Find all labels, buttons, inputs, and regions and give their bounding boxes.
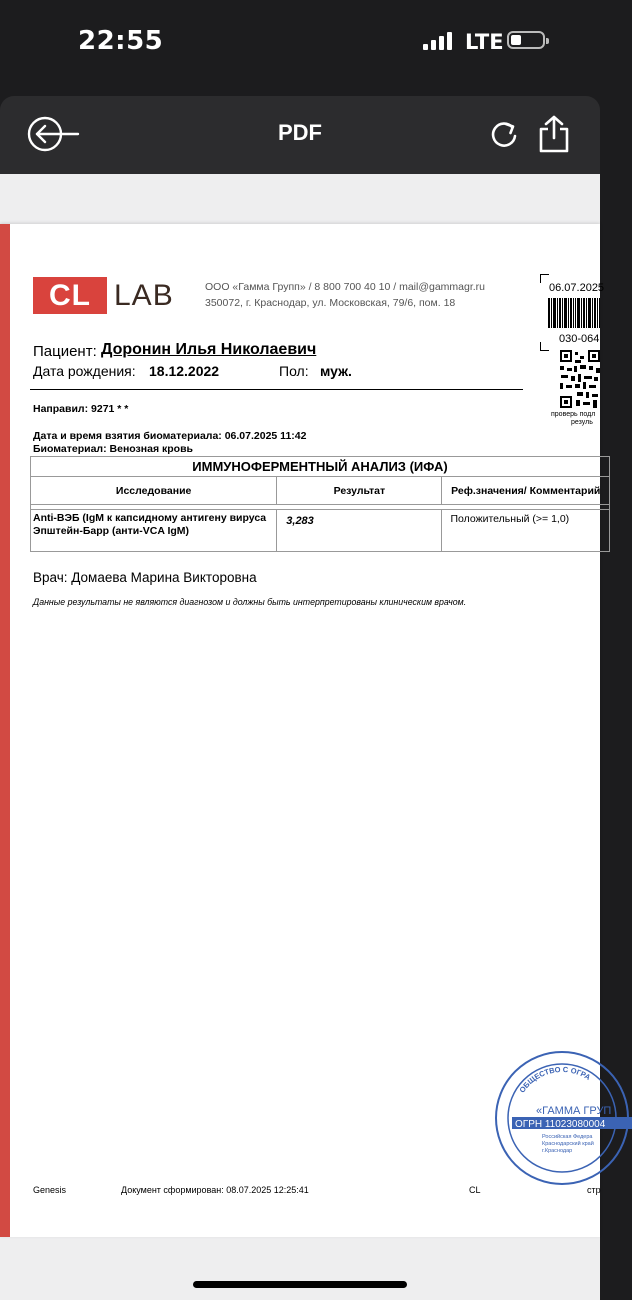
table-row bbox=[31, 510, 610, 552]
stamp-ogrn: ОГРН 11023080004 bbox=[515, 1119, 606, 1130]
battery-icon bbox=[507, 31, 545, 49]
logo-lab: LAB bbox=[114, 279, 174, 312]
footer-page: стр bbox=[587, 1185, 601, 1195]
network-type: LTE bbox=[465, 30, 504, 54]
stamp-top-text: ОБЩЕСТВО С ОГРА bbox=[517, 1064, 593, 1095]
svg-text:ОБЩЕСТВО С ОГРА bbox=[517, 1065, 592, 1095]
results-table bbox=[30, 456, 610, 552]
stamp-line-2: Краснодарский край bbox=[542, 1141, 594, 1147]
sample-datetime: Дата и время взятия биоматериала: 06.07.2025 11:42 bbox=[33, 430, 307, 442]
qr-code-image bbox=[558, 350, 600, 410]
sex-value: муж. bbox=[320, 363, 352, 379]
stamp-line-3: г.Краснодар bbox=[542, 1148, 573, 1154]
cellular-signal-icon bbox=[423, 32, 453, 50]
barcode-number: 030-064 bbox=[559, 333, 600, 345]
company-address: 350072, г. Краснодар, ул. Московская, 79/6, пом. 18 bbox=[205, 297, 456, 309]
patient-name: Доронин Илья Николаевич bbox=[101, 341, 317, 358]
footer-system: Genesis bbox=[33, 1185, 67, 1195]
logo-cl: CL bbox=[33, 277, 107, 314]
status-bar bbox=[0, 0, 600, 96]
qr-caption-2: резуль bbox=[571, 419, 593, 426]
footer-generated: Документ сформирован: 08.07.2025 12:25:41 bbox=[121, 1185, 309, 1195]
doctor-name: Врач: Домаева Марина Викторовна bbox=[33, 570, 257, 585]
stamp-line-1: Российская Федера bbox=[542, 1134, 593, 1140]
page-accent-bar bbox=[0, 224, 10, 1237]
test-name: Anti-ВЭБ (IgM к капсидному антигену вируса Эпштейн-Барр (анти-VCA IgM) bbox=[31, 510, 277, 552]
pdf-toolbar bbox=[0, 96, 600, 174]
test-result: 3,283 bbox=[277, 510, 442, 552]
table-title: ИММУНОФЕРМЕНТНЫЙ АНАЛИЗ (ИФА) bbox=[31, 457, 610, 477]
pdf-viewer[interactable] bbox=[0, 174, 612, 1300]
referred-by: Направил: 9271 * * bbox=[33, 403, 129, 415]
column-header-result: Результат bbox=[277, 477, 442, 505]
home-indicator[interactable] bbox=[193, 1281, 407, 1288]
biomaterial: Биоматериал: Венозная кровь bbox=[33, 443, 193, 455]
dob-value: 18.12.2022 bbox=[149, 363, 220, 379]
barcode-corner-top bbox=[540, 274, 549, 283]
qr-caption: проверь подл bbox=[551, 411, 596, 418]
test-reference: Положительный (>= 1,0) bbox=[442, 510, 610, 552]
stamp-name: «ГАММА ГРУП bbox=[536, 1105, 612, 1117]
barcode-date: 06.07.2025 bbox=[549, 282, 605, 294]
barcode-image bbox=[548, 298, 600, 328]
pdf-page bbox=[0, 224, 612, 1237]
disclaimer: Данные результаты не являются диагнозом и должны быть интерпретированы клиническим врачом. bbox=[33, 597, 467, 607]
column-header-reference: Реф.значения/ Комментарий bbox=[442, 477, 610, 505]
company-contacts: ООО «Гамма Групп» / 8 800 700 40 10 / mail@gammagr.ru bbox=[205, 281, 486, 293]
toolbar-title: PDF bbox=[278, 120, 322, 145]
status-time: 22:55 bbox=[78, 26, 164, 56]
footer-code: CL bbox=[469, 1185, 481, 1195]
refresh-button[interactable] bbox=[488, 118, 520, 150]
barcode-corner-bottom bbox=[540, 342, 549, 351]
dob-label: Дата рождения: bbox=[33, 363, 136, 379]
share-button[interactable] bbox=[537, 114, 571, 154]
company-stamp bbox=[492, 1048, 632, 1188]
divider bbox=[30, 389, 523, 390]
sex-label: Пол: bbox=[279, 363, 309, 379]
patient-label: Пациент: bbox=[33, 343, 97, 360]
company-info bbox=[205, 279, 485, 311]
refresh-icon bbox=[488, 118, 520, 150]
column-header-test: Исследование bbox=[31, 477, 277, 505]
share-icon bbox=[537, 114, 571, 154]
